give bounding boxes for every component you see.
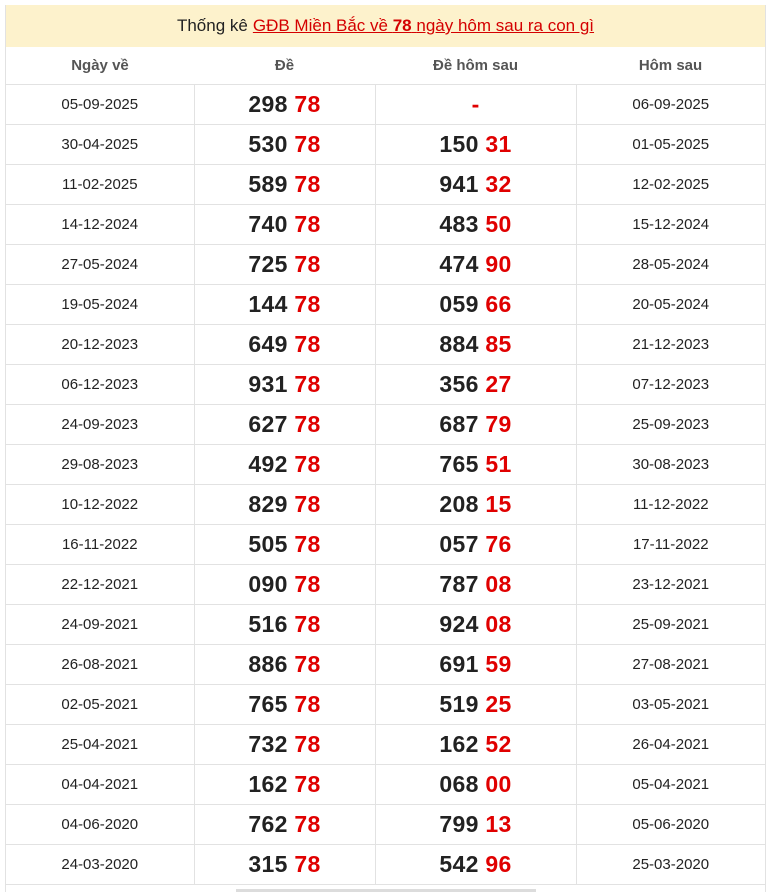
- cell-next-de: [375, 765, 576, 805]
- cell-next-de: [375, 525, 576, 565]
- cell-next-date: 26-04-2021: [576, 725, 765, 765]
- de-suffix-digits: 78: [294, 211, 321, 237]
- de-suffix-digits: 78: [294, 251, 321, 277]
- de-number: [248, 771, 320, 797]
- table-header-row: [6, 47, 765, 85]
- cell-next-de: [375, 605, 576, 645]
- cell-next-de: [375, 125, 576, 165]
- cell-next-date: 15-12-2024: [576, 205, 765, 245]
- de-prefix-digits: 505: [248, 531, 288, 557]
- cell-date: 24-09-2021: [6, 605, 194, 645]
- next-de-prefix-digits: 691: [439, 651, 479, 677]
- cell-next-de: [375, 845, 576, 885]
- cell-next-de: [375, 165, 576, 205]
- cell-next-de: [375, 405, 576, 445]
- title-link-number: 78: [392, 16, 412, 35]
- table-row: [6, 725, 765, 765]
- de-suffix-digits: 78: [294, 531, 321, 557]
- next-de-suffix-digits: 96: [485, 851, 512, 877]
- de-prefix-digits: 298: [248, 91, 288, 117]
- table-row: [6, 205, 765, 245]
- cell-de: [194, 685, 375, 725]
- table-row: [6, 525, 765, 565]
- de-number: [248, 411, 320, 437]
- cell-next-date: 30-08-2023: [576, 445, 765, 485]
- cell-date: 04-06-2020: [6, 805, 194, 845]
- de-suffix-digits: 78: [294, 331, 321, 357]
- de-prefix-digits: 627: [248, 411, 288, 437]
- next-de-number: [439, 771, 511, 797]
- de-number: [248, 371, 320, 397]
- next-de-prefix-digits: 208: [439, 491, 479, 517]
- cell-de: [194, 725, 375, 765]
- next-de-number: [439, 371, 511, 397]
- de-number: [248, 331, 320, 357]
- de-suffix-digits: 78: [294, 571, 321, 597]
- cell-next-date: 01-05-2025: [576, 125, 765, 165]
- next-de-number: [439, 571, 511, 597]
- next-de-number: [439, 171, 511, 197]
- cell-de: [194, 525, 375, 565]
- de-prefix-digits: 732: [248, 731, 288, 757]
- cell-date: 24-03-2020: [6, 845, 194, 885]
- de-prefix-digits: 886: [248, 651, 288, 677]
- cell-date: 14-12-2024: [6, 205, 194, 245]
- cell-de: [194, 365, 375, 405]
- de-prefix-digits: 144: [248, 291, 288, 317]
- next-de-number: [439, 811, 511, 837]
- de-prefix-digits: 931: [248, 371, 288, 397]
- title-link[interactable]: [253, 16, 594, 36]
- cell-date: 27-05-2024: [6, 245, 194, 285]
- de-suffix-digits: 78: [294, 371, 321, 397]
- next-de-suffix-digits: 15: [485, 491, 512, 517]
- cell-date: 05-09-2025: [6, 85, 194, 125]
- de-suffix-digits: 78: [294, 171, 321, 197]
- de-suffix-digits: 78: [294, 491, 321, 517]
- cell-next-date: 11-12-2022: [576, 485, 765, 525]
- table-row: [6, 325, 765, 365]
- de-prefix-digits: 829: [248, 491, 288, 517]
- table-row: [6, 285, 765, 325]
- de-number: [248, 291, 320, 317]
- cell-next-de: [375, 205, 576, 245]
- panel-title: [6, 5, 765, 47]
- next-de-prefix-digits: 799: [439, 811, 479, 837]
- cell-de: [194, 765, 375, 805]
- next-de-number: [439, 251, 511, 277]
- column-header-next-de: Đề hôm sau: [375, 47, 576, 85]
- next-de-number: [439, 211, 511, 237]
- next-de-suffix-digits: 52: [485, 731, 512, 757]
- next-de-suffix-digits: 27: [485, 371, 512, 397]
- de-prefix-digits: 649: [248, 331, 288, 357]
- cell-date: 06-12-2023: [6, 365, 194, 405]
- de-number: [248, 811, 320, 837]
- cell-next-date: 23-12-2021: [576, 565, 765, 605]
- cell-date: 22-12-2021: [6, 565, 194, 605]
- de-prefix-digits: 765: [248, 691, 288, 717]
- de-number: [248, 571, 320, 597]
- de-prefix-digits: 725: [248, 251, 288, 277]
- title-link-text-after: ngày hôm sau ra con gì: [416, 16, 595, 35]
- cell-next-de: [375, 85, 576, 125]
- de-suffix-digits: 78: [294, 451, 321, 477]
- column-header-date: Ngày về: [6, 47, 194, 85]
- de-suffix-digits: 78: [294, 651, 321, 677]
- next-de-prefix-digits: 542: [439, 851, 479, 877]
- next-de-suffix-digits: 51: [485, 451, 512, 477]
- next-de-number: [439, 531, 511, 557]
- de-number: [248, 611, 320, 637]
- next-de-prefix-digits: 787: [439, 571, 479, 597]
- next-de-number: [439, 331, 511, 357]
- cell-next-date: 28-05-2024: [576, 245, 765, 285]
- de-suffix-digits: 78: [294, 771, 321, 797]
- cell-next-de: [375, 245, 576, 285]
- next-de-suffix-digits: -: [471, 91, 480, 117]
- cell-de: [194, 805, 375, 845]
- next-de-suffix-digits: 00: [485, 771, 512, 797]
- cell-next-date: 12-02-2025: [576, 165, 765, 205]
- cell-next-de: [375, 445, 576, 485]
- next-de-prefix-digits: 941: [439, 171, 479, 197]
- next-de-suffix-digits: 50: [485, 211, 512, 237]
- column-header-next-date: Hôm sau: [576, 47, 765, 85]
- de-prefix-digits: 315: [248, 851, 288, 877]
- de-number: [248, 451, 320, 477]
- cell-next-de: [375, 805, 576, 845]
- table-row: [6, 445, 765, 485]
- cell-date: 25-04-2021: [6, 725, 194, 765]
- table-row: [6, 85, 765, 125]
- cell-de: [194, 405, 375, 445]
- cell-date: 02-05-2021: [6, 685, 194, 725]
- de-number: [248, 691, 320, 717]
- de-suffix-digits: 78: [294, 811, 321, 837]
- de-prefix-digits: 530: [248, 131, 288, 157]
- results-table: [6, 47, 765, 885]
- de-suffix-digits: 78: [294, 91, 321, 117]
- de-prefix-digits: 516: [248, 611, 288, 637]
- de-prefix-digits: 090: [248, 571, 288, 597]
- table-row: [6, 365, 765, 405]
- cell-date: 30-04-2025: [6, 125, 194, 165]
- cell-next-date: 05-06-2020: [576, 805, 765, 845]
- cell-next-date: 03-05-2021: [576, 685, 765, 725]
- next-de-suffix-digits: 13: [485, 811, 512, 837]
- cell-de: [194, 645, 375, 685]
- title-link-text: GĐB Miền Bắc về: [252, 16, 388, 35]
- table-row: [6, 565, 765, 605]
- de-number: [248, 851, 320, 877]
- cell-de: [194, 325, 375, 365]
- de-suffix-digits: 78: [294, 731, 321, 757]
- table-row: [6, 845, 765, 885]
- next-de-suffix-digits: 90: [485, 251, 512, 277]
- cell-de: [194, 485, 375, 525]
- next-de-prefix-digits: 068: [439, 771, 479, 797]
- de-number: [248, 131, 320, 157]
- de-suffix-digits: 78: [294, 611, 321, 637]
- cell-next-date: 27-08-2021: [576, 645, 765, 685]
- cell-de: [194, 85, 375, 125]
- table-row: [6, 605, 765, 645]
- de-suffix-digits: 78: [294, 691, 321, 717]
- de-prefix-digits: 492: [248, 451, 288, 477]
- next-de-prefix-digits: 474: [439, 251, 479, 277]
- cell-next-date: 25-09-2023: [576, 405, 765, 445]
- cell-next-de: [375, 565, 576, 605]
- cell-de: [194, 245, 375, 285]
- de-suffix-digits: 78: [294, 411, 321, 437]
- next-de-prefix-digits: 150: [439, 131, 479, 157]
- cell-date: 24-09-2023: [6, 405, 194, 445]
- next-de-number: [439, 411, 511, 437]
- de-suffix-digits: 78: [294, 291, 321, 317]
- cell-de: [194, 205, 375, 245]
- table-row: [6, 765, 765, 805]
- next-de-suffix-digits: 08: [485, 611, 512, 637]
- cell-date: 10-12-2022: [6, 485, 194, 525]
- table-row: [6, 485, 765, 525]
- de-suffix-digits: 78: [294, 851, 321, 877]
- cell-date: 29-08-2023: [6, 445, 194, 485]
- cell-de: [194, 285, 375, 325]
- cell-next-de: [375, 685, 576, 725]
- de-number: [248, 91, 320, 117]
- de-number: [248, 651, 320, 677]
- next-de-number: [472, 91, 480, 117]
- de-number: [248, 531, 320, 557]
- cell-next-de: [375, 285, 576, 325]
- cell-next-date: 20-05-2024: [576, 285, 765, 325]
- de-suffix-digits: 78: [294, 131, 321, 157]
- cell-de: [194, 445, 375, 485]
- de-number: [248, 211, 320, 237]
- de-prefix-digits: 162: [248, 771, 288, 797]
- next-de-number: [439, 851, 511, 877]
- next-de-suffix-digits: 59: [485, 651, 512, 677]
- de-number: [248, 251, 320, 277]
- next-de-suffix-digits: 79: [485, 411, 512, 437]
- cell-next-date: 25-09-2021: [576, 605, 765, 645]
- next-de-prefix-digits: 483: [439, 211, 479, 237]
- cell-de: [194, 165, 375, 205]
- table-row: [6, 165, 765, 205]
- cell-next-date: 07-12-2023: [576, 365, 765, 405]
- next-de-suffix-digits: 85: [485, 331, 512, 357]
- cell-next-date: 17-11-2022: [576, 525, 765, 565]
- next-de-suffix-digits: 66: [485, 291, 512, 317]
- cell-next-date: 05-04-2021: [576, 765, 765, 805]
- de-prefix-digits: 740: [248, 211, 288, 237]
- next-de-prefix-digits: 765: [439, 451, 479, 477]
- table-row: [6, 125, 765, 165]
- next-de-number: [439, 491, 511, 517]
- next-de-suffix-digits: 76: [485, 531, 512, 557]
- cell-date: 26-08-2021: [6, 645, 194, 685]
- de-prefix-digits: 762: [248, 811, 288, 837]
- cell-next-de: [375, 325, 576, 365]
- cell-next-date: 25-03-2020: [576, 845, 765, 885]
- next-de-prefix-digits: 057: [439, 531, 479, 557]
- next-de-suffix-digits: 31: [485, 131, 512, 157]
- next-de-number: [439, 451, 511, 477]
- cell-next-date: 21-12-2023: [576, 325, 765, 365]
- column-header-de: Đề: [194, 47, 375, 85]
- cell-next-de: [375, 485, 576, 525]
- de-prefix-digits: 589: [248, 171, 288, 197]
- next-de-suffix-digits: 08: [485, 571, 512, 597]
- cell-date: 11-02-2025: [6, 165, 194, 205]
- de-number: [248, 731, 320, 757]
- cell-de: [194, 845, 375, 885]
- next-de-prefix-digits: 884: [439, 331, 479, 357]
- de-number: [248, 171, 320, 197]
- next-de-prefix-digits: 687: [439, 411, 479, 437]
- next-de-prefix-digits: 356: [439, 371, 479, 397]
- next-de-prefix-digits: 059: [439, 291, 479, 317]
- cell-date: 16-11-2022: [6, 525, 194, 565]
- stats-panel: [5, 5, 766, 892]
- cell-date: 20-12-2023: [6, 325, 194, 365]
- cell-date: 04-04-2021: [6, 765, 194, 805]
- next-de-number: [439, 691, 511, 717]
- table-row: [6, 405, 765, 445]
- table-row: [6, 685, 765, 725]
- next-de-number: [439, 731, 511, 757]
- de-number: [248, 491, 320, 517]
- next-de-number: [439, 611, 511, 637]
- cell-next-de: [375, 725, 576, 765]
- cell-next-de: [375, 365, 576, 405]
- cell-next-de: [375, 645, 576, 685]
- cell-de: [194, 605, 375, 645]
- next-de-number: [439, 291, 511, 317]
- table-row: [6, 645, 765, 685]
- table-body: [6, 85, 765, 885]
- table-row: [6, 805, 765, 845]
- next-de-number: [439, 651, 511, 677]
- cell-next-date: 06-09-2025: [576, 85, 765, 125]
- cell-de: [194, 565, 375, 605]
- next-de-prefix-digits: 924: [439, 611, 479, 637]
- table-row: [6, 245, 765, 285]
- next-de-number: [439, 131, 511, 157]
- cell-de: [194, 125, 375, 165]
- title-prefix: Thống kê: [176, 16, 248, 35]
- next-de-prefix-digits: 162: [439, 731, 479, 757]
- cell-date: 19-05-2024: [6, 285, 194, 325]
- next-de-suffix-digits: 25: [485, 691, 512, 717]
- next-de-suffix-digits: 32: [485, 171, 512, 197]
- next-de-prefix-digits: 519: [439, 691, 479, 717]
